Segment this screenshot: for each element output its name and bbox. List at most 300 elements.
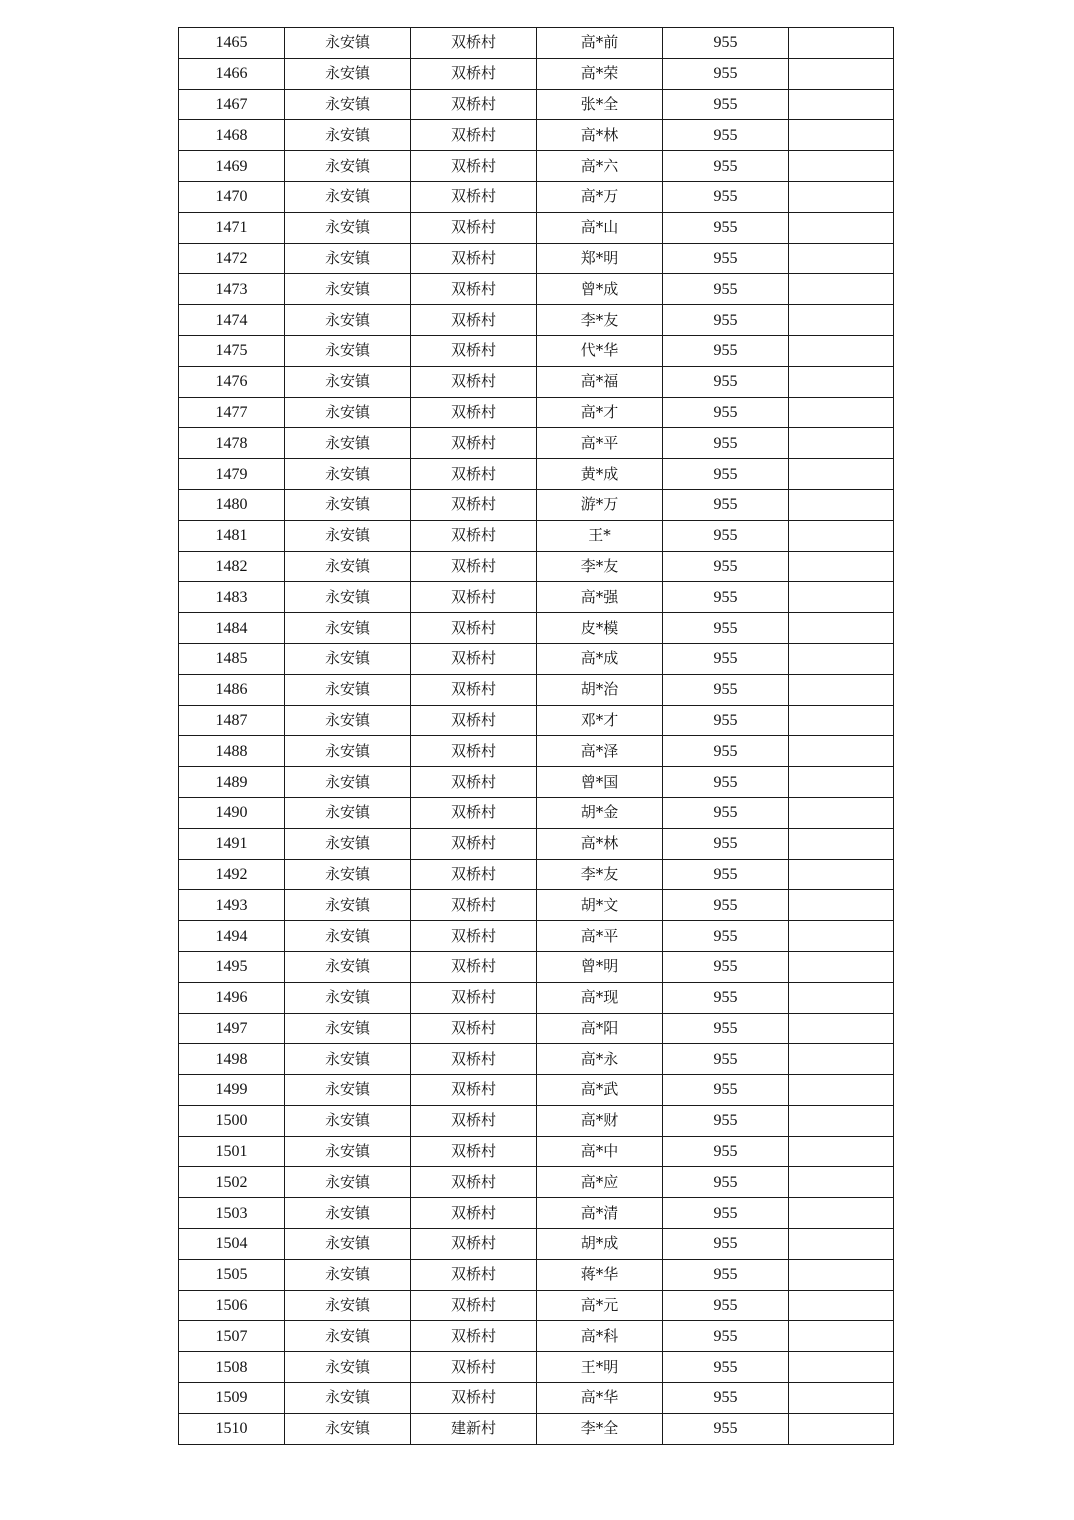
note-cell [789,736,894,767]
village-cell: 双桥村 [411,828,537,859]
row-number-cell: 1490 [179,797,285,828]
row-number-cell: 1491 [179,828,285,859]
amount-cell: 955 [663,181,789,212]
village-cell: 双桥村 [411,736,537,767]
table-row [179,243,894,274]
town-cell: 永安镇 [285,1413,411,1444]
subsidy-list-table [178,27,894,1445]
amount-cell: 955 [663,736,789,767]
amount-cell: 955 [663,921,789,952]
amount-cell: 955 [663,828,789,859]
table-row [179,582,894,613]
row-number-cell: 1473 [179,274,285,305]
amount-cell: 955 [663,551,789,582]
village-cell: 双桥村 [411,428,537,459]
row-number-cell: 1470 [179,181,285,212]
village-cell: 双桥村 [411,705,537,736]
town-cell: 永安镇 [285,305,411,336]
town-cell: 永安镇 [285,120,411,151]
note-cell [789,1321,894,1352]
town-cell: 永安镇 [285,1290,411,1321]
name-cell: 王* [537,520,663,551]
name-cell: 张*全 [537,89,663,120]
town-cell: 永安镇 [285,921,411,952]
name-cell: 高*应 [537,1167,663,1198]
row-number-cell: 1497 [179,1013,285,1044]
note-cell [789,89,894,120]
town-cell: 永安镇 [285,366,411,397]
table-row [179,28,894,59]
name-cell: 曾*国 [537,767,663,798]
row-number-cell: 1489 [179,767,285,798]
village-cell: 双桥村 [411,1290,537,1321]
town-cell: 永安镇 [285,58,411,89]
note-cell [789,28,894,59]
town-cell: 永安镇 [285,489,411,520]
table-row [179,951,894,982]
name-cell: 高*平 [537,921,663,952]
name-cell: 高*财 [537,1105,663,1136]
note-cell [789,120,894,151]
note-cell [789,613,894,644]
village-cell: 双桥村 [411,551,537,582]
village-cell: 双桥村 [411,1013,537,1044]
table-row [179,1136,894,1167]
name-cell: 高*强 [537,582,663,613]
town-cell: 永安镇 [285,951,411,982]
note-cell [789,151,894,182]
row-number-cell: 1474 [179,305,285,336]
table-row [179,1013,894,1044]
name-cell: 高*平 [537,428,663,459]
village-cell: 双桥村 [411,1105,537,1136]
name-cell: 胡*金 [537,797,663,828]
village-cell: 双桥村 [411,797,537,828]
village-cell: 双桥村 [411,674,537,705]
name-cell: 高*才 [537,397,663,428]
amount-cell: 955 [663,1136,789,1167]
table-row [179,428,894,459]
note-cell [789,1136,894,1167]
amount-cell: 955 [663,335,789,366]
table-row [179,1383,894,1414]
note-cell [789,489,894,520]
table-row [179,859,894,890]
table-row [179,397,894,428]
note-cell [789,243,894,274]
name-cell: 代*华 [537,335,663,366]
note-cell [789,274,894,305]
town-cell: 永安镇 [285,1136,411,1167]
village-cell: 双桥村 [411,951,537,982]
note-cell [789,828,894,859]
amount-cell: 955 [663,890,789,921]
note-cell [789,951,894,982]
village-cell: 双桥村 [411,859,537,890]
town-cell: 永安镇 [285,335,411,366]
village-cell: 双桥村 [411,489,537,520]
town-cell: 永安镇 [285,243,411,274]
row-number-cell: 1468 [179,120,285,151]
note-cell [789,335,894,366]
name-cell: 高*永 [537,1044,663,1075]
name-cell: 曾*明 [537,951,663,982]
name-cell: 高*成 [537,643,663,674]
village-cell: 双桥村 [411,1136,537,1167]
table-row [179,181,894,212]
amount-cell: 955 [663,582,789,613]
village-cell: 双桥村 [411,459,537,490]
town-cell: 永安镇 [285,28,411,59]
town-cell: 永安镇 [285,736,411,767]
row-number-cell: 1481 [179,520,285,551]
town-cell: 永安镇 [285,1321,411,1352]
village-cell: 双桥村 [411,28,537,59]
town-cell: 永安镇 [285,89,411,120]
village-cell: 建新村 [411,1413,537,1444]
name-cell: 蒋*华 [537,1259,663,1290]
table-row [179,1352,894,1383]
village-cell: 双桥村 [411,1198,537,1229]
amount-cell: 955 [663,151,789,182]
row-number-cell: 1465 [179,28,285,59]
note-cell [789,1167,894,1198]
note-cell [789,582,894,613]
name-cell: 王*明 [537,1352,663,1383]
note-cell [789,1198,894,1229]
name-cell: 高*林 [537,828,663,859]
name-cell: 皮*模 [537,613,663,644]
table-row [179,767,894,798]
row-number-cell: 1508 [179,1352,285,1383]
name-cell: 李*全 [537,1413,663,1444]
name-cell: 高*林 [537,120,663,151]
town-cell: 永安镇 [285,582,411,613]
village-cell: 双桥村 [411,1167,537,1198]
town-cell: 永安镇 [285,767,411,798]
row-number-cell: 1499 [179,1075,285,1106]
table-row [179,890,894,921]
amount-cell: 955 [663,305,789,336]
name-cell: 黄*成 [537,459,663,490]
village-cell: 双桥村 [411,366,537,397]
row-number-cell: 1488 [179,736,285,767]
table-row [179,1075,894,1106]
note-cell [789,890,894,921]
table-body [179,28,894,1445]
amount-cell: 955 [663,58,789,89]
village-cell: 双桥村 [411,151,537,182]
table-row [179,613,894,644]
amount-cell: 955 [663,1229,789,1260]
town-cell: 永安镇 [285,674,411,705]
amount-cell: 955 [663,1413,789,1444]
table-row [179,1198,894,1229]
row-number-cell: 1477 [179,397,285,428]
row-number-cell: 1467 [179,89,285,120]
amount-cell: 955 [663,1290,789,1321]
name-cell: 高*六 [537,151,663,182]
note-cell [789,58,894,89]
note-cell [789,305,894,336]
table-row [179,1167,894,1198]
village-cell: 双桥村 [411,1321,537,1352]
table-row [179,674,894,705]
row-number-cell: 1509 [179,1383,285,1414]
note-cell [789,1259,894,1290]
village-cell: 双桥村 [411,1259,537,1290]
note-cell [789,1352,894,1383]
row-number-cell: 1484 [179,613,285,644]
village-cell: 双桥村 [411,1229,537,1260]
table-row [179,489,894,520]
town-cell: 永安镇 [285,1167,411,1198]
amount-cell: 955 [663,767,789,798]
amount-cell: 955 [663,797,789,828]
note-cell [789,520,894,551]
table-row [179,643,894,674]
row-number-cell: 1486 [179,674,285,705]
village-cell: 双桥村 [411,397,537,428]
amount-cell: 955 [663,951,789,982]
amount-cell: 955 [663,489,789,520]
subsidy-list-table-container [178,27,894,1445]
row-number-cell: 1466 [179,58,285,89]
row-number-cell: 1476 [179,366,285,397]
amount-cell: 955 [663,89,789,120]
amount-cell: 955 [663,1383,789,1414]
table-row [179,1044,894,1075]
village-cell: 双桥村 [411,89,537,120]
town-cell: 永安镇 [285,705,411,736]
village-cell: 双桥村 [411,921,537,952]
note-cell [789,1044,894,1075]
town-cell: 永安镇 [285,520,411,551]
row-number-cell: 1479 [179,459,285,490]
amount-cell: 955 [663,120,789,151]
amount-cell: 955 [663,274,789,305]
table-row [179,921,894,952]
table-row [179,305,894,336]
amount-cell: 955 [663,982,789,1013]
note-cell [789,1229,894,1260]
town-cell: 永安镇 [285,1383,411,1414]
name-cell: 高*中 [537,1136,663,1167]
note-cell [789,1290,894,1321]
row-number-cell: 1494 [179,921,285,952]
row-number-cell: 1471 [179,212,285,243]
name-cell: 高*武 [537,1075,663,1106]
village-cell: 双桥村 [411,982,537,1013]
amount-cell: 955 [663,243,789,274]
table-row [179,89,894,120]
town-cell: 永安镇 [285,1044,411,1075]
amount-cell: 955 [663,520,789,551]
village-cell: 双桥村 [411,335,537,366]
amount-cell: 955 [663,366,789,397]
note-cell [789,1105,894,1136]
town-cell: 永安镇 [285,613,411,644]
town-cell: 永安镇 [285,1352,411,1383]
table-row [179,705,894,736]
table-row [179,120,894,151]
table-row [179,1105,894,1136]
name-cell: 高*现 [537,982,663,1013]
village-cell: 双桥村 [411,58,537,89]
village-cell: 双桥村 [411,1044,537,1075]
note-cell [789,797,894,828]
amount-cell: 955 [663,428,789,459]
amount-cell: 955 [663,1013,789,1044]
row-number-cell: 1506 [179,1290,285,1321]
row-number-cell: 1495 [179,951,285,982]
row-number-cell: 1504 [179,1229,285,1260]
name-cell: 郑*明 [537,243,663,274]
table-row [179,1259,894,1290]
note-cell [789,643,894,674]
name-cell: 高*万 [537,181,663,212]
town-cell: 永安镇 [285,643,411,674]
amount-cell: 955 [663,1105,789,1136]
amount-cell: 955 [663,397,789,428]
note-cell [789,982,894,1013]
row-number-cell: 1483 [179,582,285,613]
row-number-cell: 1493 [179,890,285,921]
name-cell: 胡*治 [537,674,663,705]
table-row [179,1290,894,1321]
table-row [179,551,894,582]
amount-cell: 955 [663,613,789,644]
town-cell: 永安镇 [285,1198,411,1229]
row-number-cell: 1472 [179,243,285,274]
town-cell: 永安镇 [285,151,411,182]
table-row [179,274,894,305]
note-cell [789,551,894,582]
note-cell [789,859,894,890]
row-number-cell: 1510 [179,1413,285,1444]
town-cell: 永安镇 [285,1013,411,1044]
name-cell: 高*科 [537,1321,663,1352]
row-number-cell: 1469 [179,151,285,182]
village-cell: 双桥村 [411,1383,537,1414]
village-cell: 双桥村 [411,1075,537,1106]
table-row [179,459,894,490]
amount-cell: 955 [663,1259,789,1290]
town-cell: 永安镇 [285,1075,411,1106]
town-cell: 永安镇 [285,212,411,243]
table-row [179,1321,894,1352]
town-cell: 永安镇 [285,828,411,859]
note-cell [789,1013,894,1044]
table-row [179,58,894,89]
name-cell: 高*福 [537,366,663,397]
table-row [179,736,894,767]
town-cell: 永安镇 [285,397,411,428]
town-cell: 永安镇 [285,181,411,212]
name-cell: 高*华 [537,1383,663,1414]
amount-cell: 955 [663,643,789,674]
town-cell: 永安镇 [285,551,411,582]
note-cell [789,1413,894,1444]
name-cell: 李*友 [537,859,663,890]
town-cell: 永安镇 [285,1105,411,1136]
table-row [179,151,894,182]
row-number-cell: 1478 [179,428,285,459]
note-cell [789,705,894,736]
name-cell: 高*泽 [537,736,663,767]
name-cell: 曾*成 [537,274,663,305]
village-cell: 双桥村 [411,274,537,305]
amount-cell: 955 [663,459,789,490]
village-cell: 双桥村 [411,305,537,336]
row-number-cell: 1501 [179,1136,285,1167]
village-cell: 双桥村 [411,520,537,551]
row-number-cell: 1503 [179,1198,285,1229]
amount-cell: 955 [663,705,789,736]
village-cell: 双桥村 [411,890,537,921]
table-row [179,982,894,1013]
name-cell: 胡*文 [537,890,663,921]
amount-cell: 955 [663,28,789,59]
town-cell: 永安镇 [285,428,411,459]
village-cell: 双桥村 [411,243,537,274]
note-cell [789,181,894,212]
village-cell: 双桥村 [411,582,537,613]
row-number-cell: 1482 [179,551,285,582]
village-cell: 双桥村 [411,120,537,151]
name-cell: 李*友 [537,551,663,582]
name-cell: 高*前 [537,28,663,59]
name-cell: 邓*才 [537,705,663,736]
name-cell: 高*荣 [537,58,663,89]
name-cell: 胡*成 [537,1229,663,1260]
note-cell [789,767,894,798]
note-cell [789,921,894,952]
row-number-cell: 1485 [179,643,285,674]
note-cell [789,212,894,243]
row-number-cell: 1500 [179,1105,285,1136]
row-number-cell: 1492 [179,859,285,890]
note-cell [789,1075,894,1106]
amount-cell: 955 [663,859,789,890]
row-number-cell: 1507 [179,1321,285,1352]
town-cell: 永安镇 [285,890,411,921]
village-cell: 双桥村 [411,1352,537,1383]
table-row [179,520,894,551]
amount-cell: 955 [663,1167,789,1198]
name-cell: 高*元 [537,1290,663,1321]
amount-cell: 955 [663,1044,789,1075]
town-cell: 永安镇 [285,982,411,1013]
town-cell: 永安镇 [285,1259,411,1290]
note-cell [789,397,894,428]
table-row [179,1229,894,1260]
note-cell [789,428,894,459]
row-number-cell: 1502 [179,1167,285,1198]
village-cell: 双桥村 [411,613,537,644]
village-cell: 双桥村 [411,212,537,243]
amount-cell: 955 [663,1075,789,1106]
name-cell: 高*阳 [537,1013,663,1044]
table-row [179,797,894,828]
note-cell [789,1383,894,1414]
name-cell: 李*友 [537,305,663,336]
note-cell [789,366,894,397]
town-cell: 永安镇 [285,274,411,305]
amount-cell: 955 [663,1198,789,1229]
village-cell: 双桥村 [411,767,537,798]
row-number-cell: 1475 [179,335,285,366]
